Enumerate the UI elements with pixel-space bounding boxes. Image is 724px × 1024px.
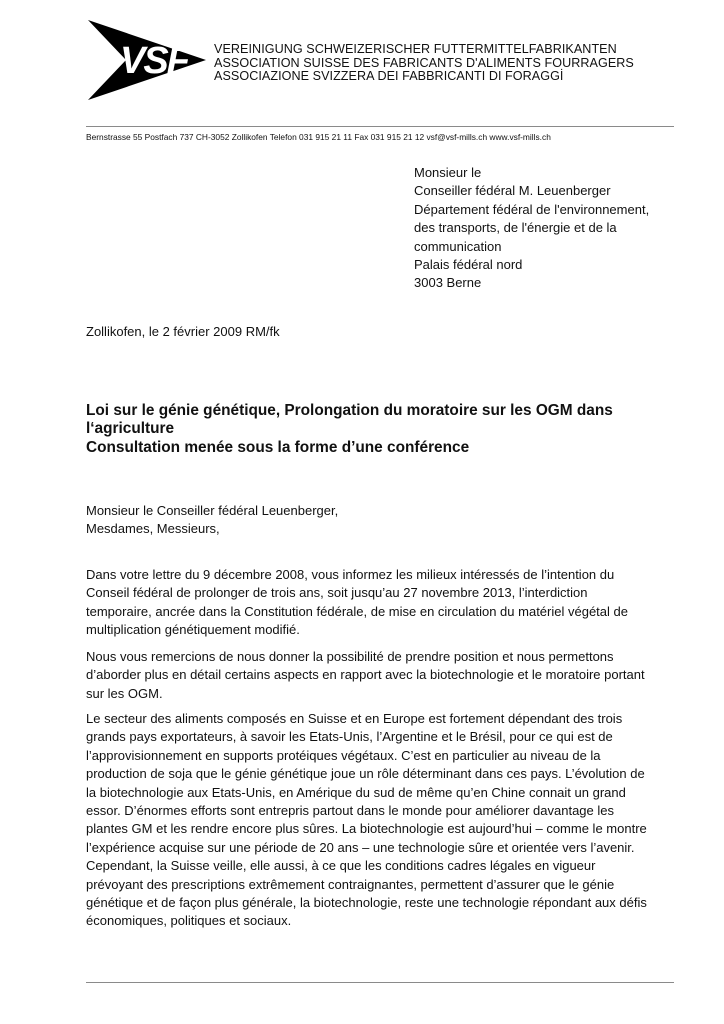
logo-text: VSF [120, 40, 188, 82]
recipient-line: Conseiller fédéral M. Leuenberger [414, 183, 611, 199]
header-divider [86, 126, 674, 127]
body-paragraph-3 [86, 710, 647, 931]
salutation-line: Monsieur le Conseiller fédéral Leuenberger, [86, 503, 339, 518]
paragraph-line: Cependant, la Suisse veille, elle aussi, à ce que les conditions cadres légales en vigueur [86, 858, 596, 874]
paragraph-line: sur les OGM. [86, 685, 163, 701]
paragraph-line: l’approvisionnement en supports protéiques végétaux. C’est en particulier au niveau de la [86, 747, 601, 763]
paragraph-line: plantes GM et les rendre encore plus sûres. La biotechnologie est aujourd’hui – comme le montre [86, 821, 647, 837]
subject-heading [86, 402, 613, 457]
paragraph-line: Conseil fédéral de prolonger de trois ans, soit jusqu’au 27 novembre 2013, l’interdiction [86, 585, 588, 601]
paragraph-line: production de soja que le génie génétique joue un rôle déterminant dans ces pays. L’évolution de [86, 766, 645, 782]
subject-line: l‘agriculture [86, 420, 175, 438]
recipient-line: Palais fédéral nord [414, 257, 523, 273]
paragraph-line: Le secteur des aliments composés en Suisse et en Europe est fortement dépendant des trois [86, 711, 623, 726]
paragraph-line: multiplication génétiquement modifié. [86, 622, 300, 638]
date-line: Zollikofen, le 2 février 2009 RM/fk [86, 324, 280, 339]
paragraph-line: Nous vous remercions de nous donner la possibilité de prendre position et nous permettons [86, 649, 614, 664]
recipient-line: 3003 Berne [414, 275, 482, 291]
footer-divider [86, 982, 674, 983]
vsf-logo [84, 18, 208, 102]
recipient-address [414, 164, 649, 293]
body-paragraph-1 [86, 566, 628, 640]
paragraph-line: d’aborder plus en détail certains aspects en rapport avec la biotechnologie et le moratoire portant [86, 667, 645, 683]
salutation-line: Mesdames, Messieurs, [86, 521, 220, 537]
subject-line: Loi sur le génie génétique, Prolongation du moratoire sur les OGM dans [86, 402, 613, 419]
contact-address-line: Bernstrasse 55 Postfach 737 CH-3052 Zollikofen Telefon 031 915 21 11 Fax 031 915 21 12 vsf@vsf-mills.ch www.vsf-mills.ch [86, 132, 551, 142]
org-name-german: VEREINIGUNG SCHWEIZERISCHER FUTTERMITTELFABRIKANTEN [214, 42, 617, 56]
recipient-line: des transports, de l'énergie et de la [414, 220, 617, 236]
paragraph-line: essor. D’énormes efforts sont entrepris partout dans le monde pour améliorer davantage les [86, 803, 614, 819]
paragraph-line: la biotechnologie aux Etats-Unis, en Amérique du sud de même qu’en Chine connait un grand [86, 784, 626, 800]
recipient-line: communication [414, 238, 502, 254]
paragraph-line: l’expérience acquise sur une période de 20 ans – une technologie sûre et orientée vers l’avenir. [86, 839, 635, 855]
organization-names [214, 43, 634, 84]
paragraph-line: Dans votre lettre du 9 décembre 2008, vous informez les milieux intéressés de l’intention du [86, 567, 615, 582]
org-name-french: ASSOCIATION SUISSE DES FABRICANTS D'ALIMENTS FOURRAGERS [214, 55, 634, 70]
paragraph-line: génétique et de façon plus générale, la biotechnologie, reste une technologie répondant aux défis [86, 895, 647, 911]
paragraph-line: grands pays exportateurs, à savoir les Etats-Unis, l’Argentine et le Brésil, pour ce qui est de [86, 729, 613, 745]
subject-line: Consultation menée sous la forme d’une conférence [86, 438, 470, 456]
recipient-line: Département fédéral de l'environnement, [414, 201, 650, 217]
paragraph-line: prévoyant des prescriptions extrêmement contraignantes, permettent d’assurer que le génie [86, 876, 615, 892]
org-name-italian: ASSOCIAZIONE SVIZZERA DEI FABBRICANTI DI FORAGGİ [214, 69, 564, 84]
paragraph-line: temporaire, ancrée dans la Constitution fédérale, de mise en circulation du matériel végétal de [86, 603, 628, 619]
salutation [86, 502, 338, 539]
paragraph-line: économiques, politiques et sociaux. [86, 913, 292, 929]
recipient-line: Monsieur le [414, 165, 482, 180]
body-paragraph-2 [86, 648, 645, 703]
